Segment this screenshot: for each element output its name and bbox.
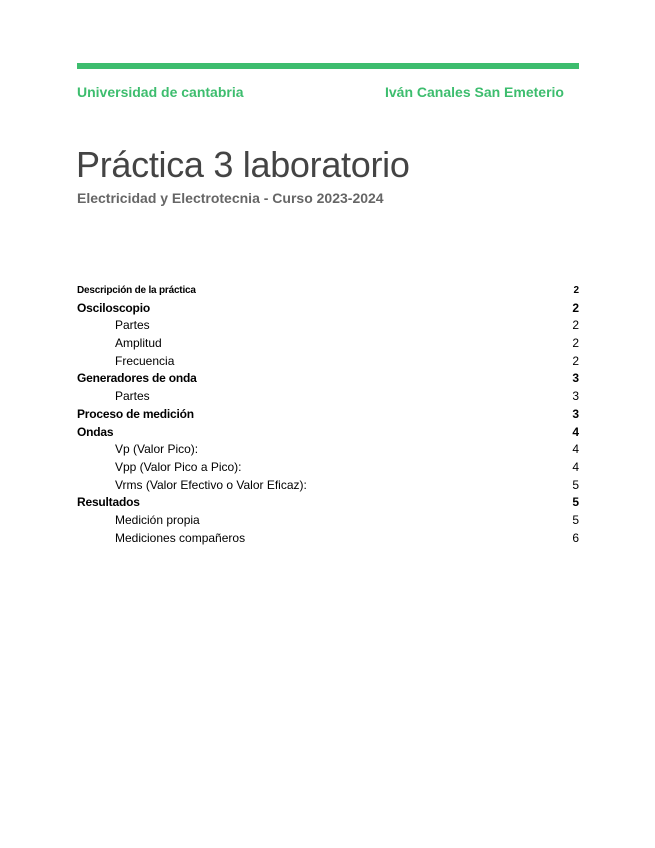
toc-entry[interactable] <box>77 477 579 495</box>
toc-entry-label: Vp (Valor Pico): <box>115 442 199 457</box>
toc-entry[interactable] <box>77 317 579 335</box>
toc-entry-label: Partes <box>115 318 150 333</box>
toc-entry-page: 2 <box>572 353 579 368</box>
toc-entry-page: 5 <box>572 477 579 492</box>
toc-entry-label: Descripción de la práctica <box>77 285 196 296</box>
toc-entry[interactable] <box>77 370 579 388</box>
toc-entry[interactable] <box>77 335 579 353</box>
toc-entry-page: 2 <box>572 336 579 351</box>
toc-entry-label: Generadores de onda <box>77 371 197 386</box>
toc-entry[interactable] <box>77 353 579 371</box>
toc-entry[interactable] <box>77 494 579 512</box>
toc-entry-label: Medición propia <box>115 512 200 527</box>
toc-entry-label: Ondas <box>77 424 114 439</box>
toc-entry-label: Amplitud <box>115 336 162 351</box>
toc-entry-page: 5 <box>572 512 579 527</box>
toc-entry-page: 3 <box>572 371 579 386</box>
toc-entry-label: Vrms (Valor Efectivo o Valor Eficaz): <box>115 477 307 492</box>
toc-entry[interactable] <box>77 406 579 424</box>
document-title: Práctica 3 laboratorio <box>76 144 410 185</box>
toc-entry-label: Partes <box>115 389 150 404</box>
toc-entry-page: 4 <box>572 442 579 457</box>
toc-entry-page: 6 <box>572 530 579 545</box>
toc-entry-label: Vpp (Valor Pico a Pico): <box>115 459 242 474</box>
document-subtitle: Electricidad y Electrotecnia - Curso 2023-2024 <box>77 190 384 206</box>
toc-entry-page: 2 <box>572 300 579 315</box>
table-of-contents <box>77 282 579 547</box>
toc-entry-page: 3 <box>572 389 579 404</box>
header-rule <box>77 63 579 69</box>
toc-entry[interactable] <box>77 512 579 530</box>
toc-entry[interactable] <box>77 424 579 442</box>
author-name: Iván Canales San Emeterio <box>385 84 564 100</box>
toc-entry-page: 2 <box>573 285 579 296</box>
toc-entry-label: Resultados <box>77 495 140 510</box>
toc-entry-page: 3 <box>572 406 579 421</box>
toc-entry[interactable] <box>77 282 579 300</box>
toc-entry-page: 5 <box>572 495 579 510</box>
toc-entry[interactable] <box>77 300 579 318</box>
toc-entry[interactable] <box>77 530 579 548</box>
toc-entry-page: 4 <box>572 459 579 474</box>
toc-entry[interactable] <box>77 459 579 477</box>
toc-entry-label: Frecuencia <box>115 353 175 368</box>
toc-entry-page: 4 <box>572 424 579 439</box>
toc-entry-label: Mediciones compañeros <box>115 530 246 545</box>
toc-entry-label: Osciloscopio <box>77 300 150 315</box>
toc-entry-label: Proceso de medición <box>77 406 194 421</box>
toc-entry[interactable] <box>77 388 579 406</box>
university-name: Universidad de cantabria <box>77 84 244 100</box>
toc-entry[interactable] <box>77 441 579 459</box>
toc-entry-page: 2 <box>572 318 579 333</box>
